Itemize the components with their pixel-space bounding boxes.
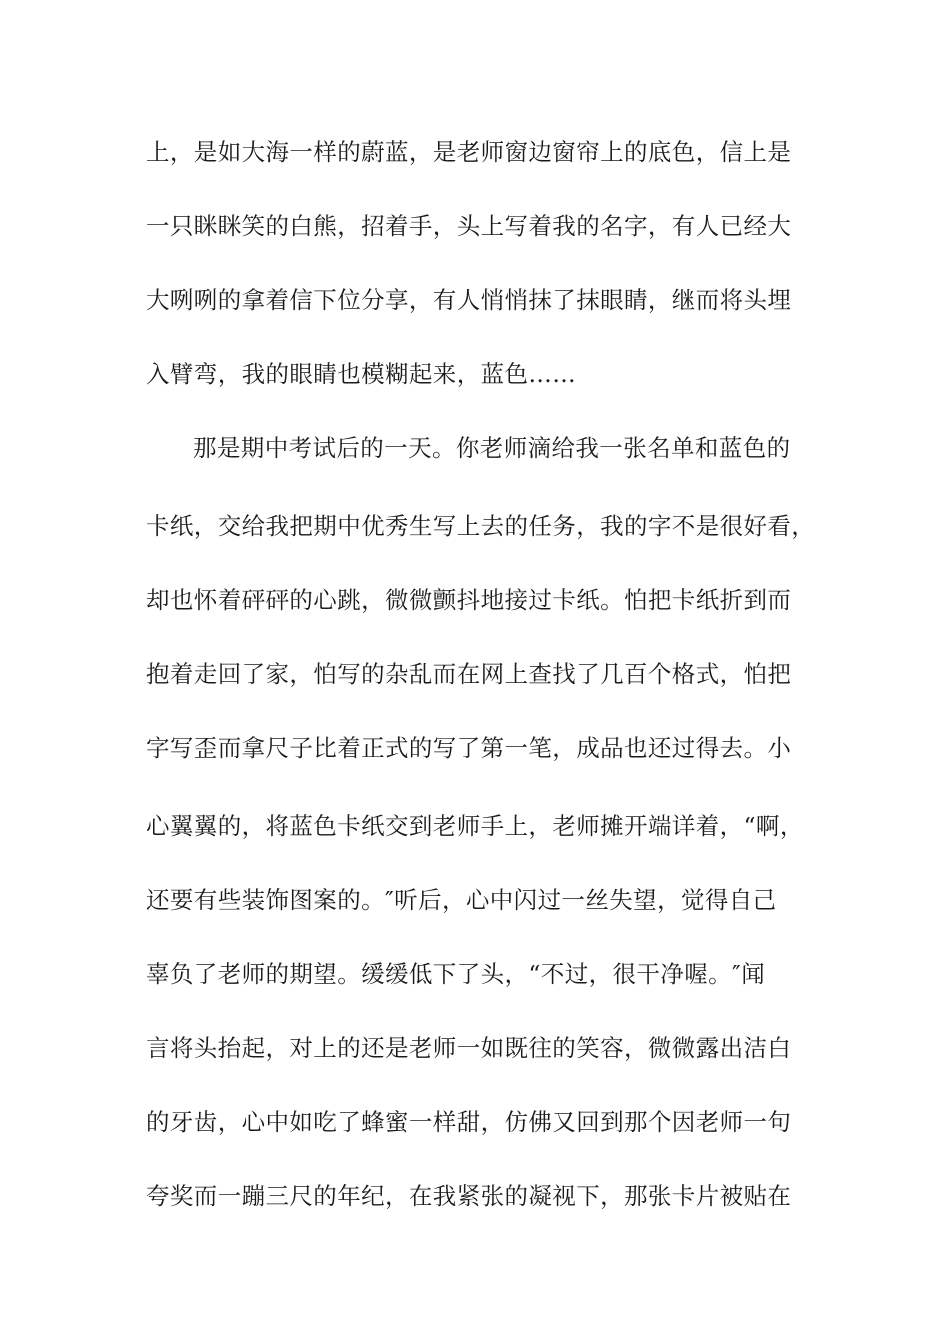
text-line: 入臂弯，我的眼睛也模糊起来，蓝色……	[146, 360, 577, 388]
text-line: 卡纸，交给我把期中优秀生写上去的任务，我的字不是很好看，	[146, 512, 816, 540]
text-line: 的牙齿，心中如吃了蜂蜜一样甜，仿佛又回到那个因老师一句	[146, 1108, 792, 1136]
text-line: 言将头抬起，对上的还是老师一如既往的笑容，微微露出洁白	[146, 1034, 792, 1062]
text-line: 一只眯眯笑的白熊，招着手，头上写着我的名字，有人已经大	[146, 212, 792, 240]
paragraph-first-line: 那是期中考试后的一天。你老师滴给我一张名单和蓝色的	[193, 434, 791, 462]
text-line: 字写歪而拿尺子比着正式的写了第一笔，成品也还过得去。小	[146, 734, 792, 762]
text-line: 大咧咧的拿着信下位分享，有人悄悄抹了抹眼睛，继而将头埋	[146, 286, 792, 314]
text-line: 辜负了老师的期望。缓缓低下了头，“不过，很干净喔。″闻	[146, 960, 766, 988]
text-line: 夸奖而一蹦三尺的年纪，在我紧张的凝视下，那张卡片被贴在	[146, 1182, 792, 1210]
text-line: 却也怀着砰砰的心跳，微微颤抖地接过卡纸。怕把卡纸折到而	[146, 586, 792, 614]
text-line: 抱着走回了家，怕写的杂乱而在网上查找了几百个格式，怕把	[146, 660, 792, 688]
text-line: 上，是如大海一样的蔚蓝，是老师窗边窗帘上的底色，信上是	[146, 138, 792, 166]
text-line: 心翼翼的，将蓝色卡纸交到老师手上，老师摊开端详着，“啊，	[146, 812, 804, 840]
text-line: 还要有些装饰图案的。″听后，心中闪过一丝失望，觉得自己	[146, 886, 777, 914]
